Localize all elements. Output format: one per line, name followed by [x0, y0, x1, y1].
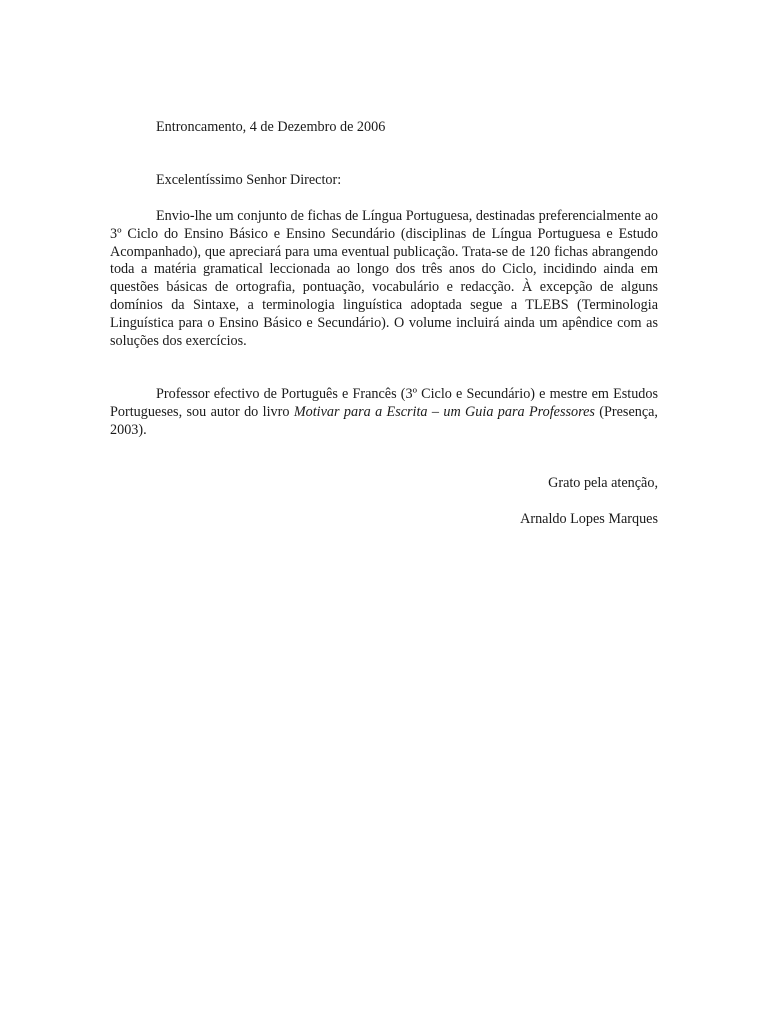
paragraph-2	[110, 386, 658, 439]
closing-line: Grato pela atenção,	[548, 475, 658, 491]
book-title: Motivar para a Escrita – um Guia para Professores	[293, 403, 595, 420]
date-line: Entroncamento, 4 de Dezembro de 2006	[156, 119, 386, 135]
salutation: Excelentíssimo Senhor Director:	[156, 172, 342, 188]
paragraph-1: Envio-lhe um conjunto de fichas de Língua Portuguesa, destinadas preferencialmente ao 3º Ciclo do Ensino Básico e Ensino Secundário (disciplinas de Língua Portuguesa e Estudo Acompanhado), que apreciará para uma eventual publicação. Trata-se de 120 fichas abrangendo toda a matéria gramatical leccionada ao longo dos três anos do Ciclo, incidindo ainda em questões básicas de ortografia, pontuação, vocabulário e redacção. À excepção de alguns domínios da Sintaxe, a terminologia linguística adoptada segue a TLEBS (Terminologia Linguística para o Ensino Básico e Secundário). O volume incluirá ainda um apêndice com as soluções dos exercícios.	[110, 208, 658, 349]
paragraph-2-text-start: Professor efectivo de Português e Francês (3º Ciclo e Secundário) e mestre em Estudos Portugueses, sou autor do livro	[110, 386, 658, 420]
paragraph-2-text-end: (Presença, 2003).	[110, 403, 658, 438]
signature: Arnaldo Lopes Marques	[520, 511, 658, 527]
letter-page	[110, 0, 658, 1024]
